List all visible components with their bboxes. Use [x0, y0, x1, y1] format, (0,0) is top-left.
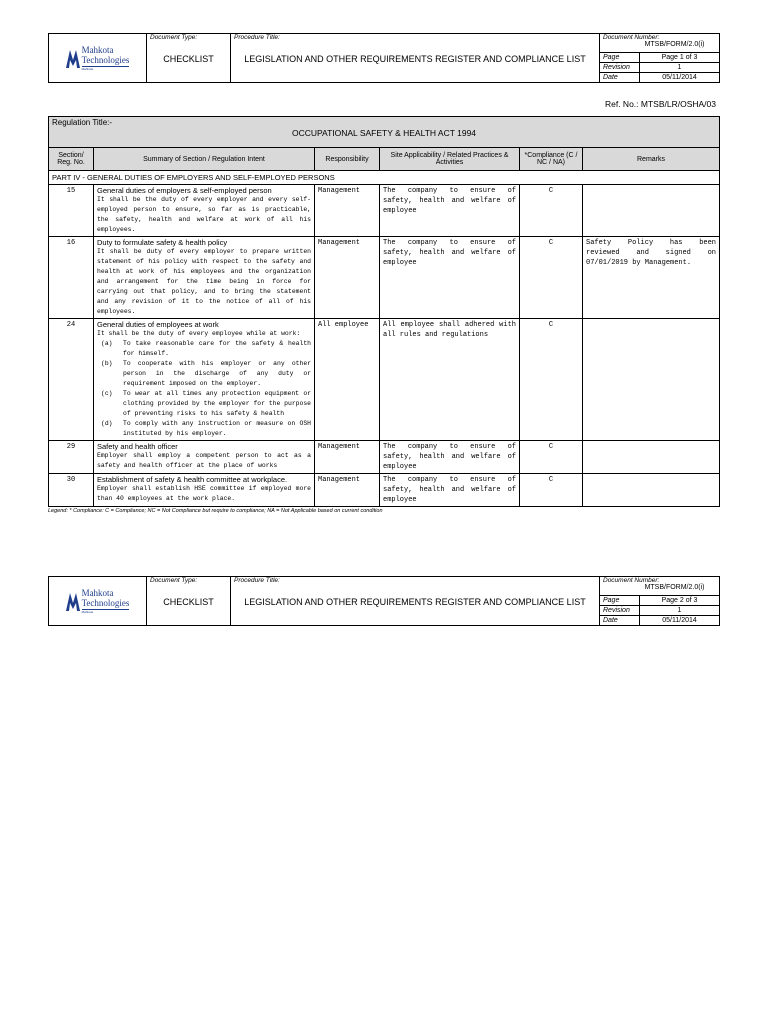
table-row: [49, 237, 720, 319]
row-text: It shall be duty of every employer to prepare written statement of his policy with respect to the safety and health at work of his employees and the organization and arrangement for the time being in force for carrying out that policy, and to bring the statement and any revision of it to the notice of all of his employees.: [97, 248, 311, 315]
row-responsibility: All employee: [315, 319, 380, 441]
row-site: The company to ensure of safety, health and welfare of employee: [380, 474, 520, 507]
row-text: Employer shall employ a competent person to act as a safety and health officer at the place of works: [97, 452, 311, 469]
table-row: [49, 474, 720, 507]
row-section-no: 30: [49, 474, 94, 507]
company-name-line1: Mahkota: [81, 45, 114, 55]
row-site: All employee shall adhered with all rules and regulations: [380, 319, 520, 441]
revision-label: Revision: [600, 606, 640, 616]
row-site: The company to ensure of safety, health and welfare of employee: [380, 237, 520, 319]
part-title: PART IV - GENERAL DUTIES OF EMPLOYERS AND SELF-EMPLOYED PERSONS: [49, 171, 720, 185]
list-item: (a) To take reasonable care for the safety & health for himself.: [101, 340, 311, 357]
row-compliance: C: [520, 185, 583, 237]
row-title: Duty to formulate safety & health policy: [97, 238, 228, 247]
row-compliance: C: [520, 237, 583, 319]
row-compliance: C: [520, 474, 583, 507]
list-item: (d) To comply with any instruction or measure on OSH instituted by his employer.: [101, 420, 311, 437]
page-value: Page 2 of 3: [640, 596, 720, 606]
regulation-title: OCCUPATIONAL SAFETY & HEALTH ACT 1994: [291, 128, 477, 138]
doc-type-value: CHECKLIST: [163, 597, 214, 607]
logo-mark-icon: [66, 48, 80, 68]
table-row: [49, 185, 720, 237]
compliance-legend: Legend: * Compliance: C = Compliance; NC = Not Compliance but require to compliance; NA = Not Applicable based on current condition: [48, 508, 383, 514]
row-title: Safety and health officer: [97, 442, 178, 451]
col-section: Section/ Reg. No.: [49, 148, 94, 171]
doc-number-label: Document Number:: [603, 577, 660, 584]
col-summary: Summary of Section / Regulation Intent: [94, 148, 315, 171]
doc-type-label: Document Type:: [150, 577, 198, 584]
doc-type-value: CHECKLIST: [163, 54, 214, 64]
row-remarks: [583, 185, 720, 237]
logo-mark-icon: [66, 591, 80, 611]
col-site: Site Applicability / Related Practices & Activities: [380, 148, 520, 171]
revision-label: Revision: [600, 63, 640, 73]
row-responsibility: Management: [315, 237, 380, 319]
date-value: 05/11/2014: [640, 616, 720, 626]
revision-value: 1: [640, 63, 720, 73]
revision-value: 1: [640, 606, 720, 616]
page-label: Page: [600, 596, 640, 606]
page-value: Page 1 of 3: [640, 53, 720, 63]
row-remarks: Safety Policy has been reviewed and signed on 07/01/2019 by Management.: [583, 237, 720, 319]
row-text: It shall be the duty of every employer and every self-employed person to ensure, so far as is practicable, the safety, health and welfare at work of all his employees.: [97, 196, 311, 233]
document-header-page2: [48, 576, 720, 626]
row-responsibility: Management: [315, 441, 380, 474]
row-title: Establishment of safety & health committee at workplace.: [97, 475, 288, 484]
row-responsibility: Management: [315, 185, 380, 237]
company-tagline: Mahkota: [82, 66, 130, 71]
document-header-page1: [48, 33, 720, 83]
procedure-title-label: Procedure Title:: [234, 34, 280, 41]
company-tagline: Mahkota: [82, 609, 130, 614]
company-name-line2: Technologies: [81, 598, 130, 608]
row-site: The company to ensure of safety, health and welfare of employee: [380, 441, 520, 474]
company-logo: [49, 577, 147, 626]
company-name-line2: Technologies: [81, 55, 130, 65]
doc-number-value: MTSB/FORM/2.0(i): [644, 41, 705, 48]
doc-type-label: Document Type:: [150, 34, 198, 41]
col-responsibility: Responsibility: [315, 148, 380, 171]
list-item: (b) To cooperate with his employer or any other person in the discharge of any duty or requirement imposed on the employer.: [101, 360, 311, 387]
col-compliance: *Compliance (C / NC / NA): [520, 148, 583, 171]
company-name-line1: Mahkota: [81, 588, 114, 598]
row-section-no: 15: [49, 185, 94, 237]
row-compliance: C: [520, 319, 583, 441]
date-label: Date: [600, 73, 640, 83]
row-remarks: [583, 441, 720, 474]
col-remarks: Remarks: [583, 148, 720, 171]
company-logo: [49, 34, 147, 83]
procedure-title-value: LEGISLATION AND OTHER REQUIREMENTS REGISTER AND COMPLIANCE LIST: [244, 54, 586, 64]
table-row: [49, 319, 720, 441]
compliance-register-table: [48, 116, 720, 507]
doc-number-label: Document Number:: [603, 34, 660, 41]
row-text: It shall be the duty of every employee while at work:: [97, 330, 301, 337]
row-remarks: [583, 474, 720, 507]
page-label: Page: [600, 53, 640, 63]
reference-number: Ref. No.: MTSB/LR/OSHA/03: [604, 99, 716, 109]
table-row: [49, 441, 720, 474]
row-section-no: 29: [49, 441, 94, 474]
row-section-no: 24: [49, 319, 94, 441]
row-compliance: C: [520, 441, 583, 474]
row-title: General duties of employers & self-employed person: [97, 186, 272, 195]
row-remarks: [583, 319, 720, 441]
row-text: Employer shall establish HSE committee if employed more than 40 employees at the work place.: [97, 485, 311, 502]
list-item: (c) To wear at all times any protection equipment or clothing provided by the employer for the purpose of preventing risks to his safety & health: [101, 390, 311, 417]
regulation-title-cell: [49, 117, 720, 148]
row-responsibility: Management: [315, 474, 380, 507]
procedure-title-value: LEGISLATION AND OTHER REQUIREMENTS REGISTER AND COMPLIANCE LIST: [244, 597, 586, 607]
procedure-title-label: Procedure Title:: [234, 577, 280, 584]
row-title: General duties of employees at work: [97, 320, 219, 329]
row-section-no: 16: [49, 237, 94, 319]
regulation-title-label: Regulation Title:-: [52, 118, 113, 127]
row-site: The company to ensure of safety, health and welfare of employee: [380, 185, 520, 237]
date-value: 05/11/2014: [640, 73, 720, 83]
doc-number-value: MTSB/FORM/2.0(i): [644, 584, 705, 591]
date-label: Date: [600, 616, 640, 626]
